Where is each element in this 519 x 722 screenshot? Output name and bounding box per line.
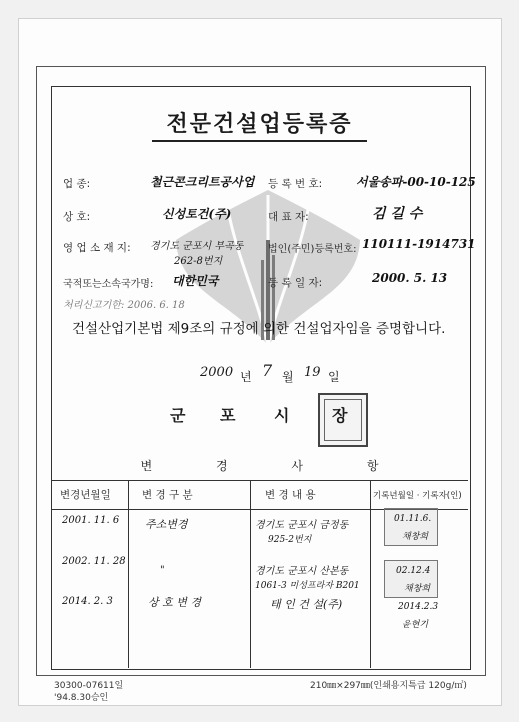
issue-year-unit: 년 [240, 370, 252, 384]
issuer-si: 시 [274, 406, 292, 425]
row1-content-2: 925-2번지 [268, 535, 312, 545]
row1-date: 2001. 11. 6 [62, 515, 120, 526]
row3-recorder-date: 2014.2.3 [398, 602, 439, 612]
issue-month: 7 [262, 361, 273, 380]
reg-no-value: 서울송파-00-10-125 [356, 175, 476, 189]
corp-no-label: 법인(주민)등록번호: [268, 244, 357, 255]
issuer-gun: 군 [170, 406, 188, 425]
changes-title: 변 경 사 항 [140, 459, 409, 473]
nationality-label: 국적또는소속국가명: [63, 279, 154, 290]
col-header-type: 변 경 구 분 [142, 489, 193, 501]
issue-month-unit: 월 [282, 370, 294, 384]
nationality-value: 대한민국 [172, 274, 219, 288]
row1-recorder-name: 채창희 [402, 532, 429, 542]
col-header-date: 변경년월일 [60, 489, 111, 501]
form-number: 30300-07611일 [54, 681, 124, 691]
reg-date-value: 2000. 5. 13 [372, 271, 448, 285]
certificate-title: 전문건설업등록증 [166, 112, 353, 137]
row2-type: " [160, 565, 165, 576]
row2-date: 2002. 11. 28 [62, 556, 126, 567]
address-value-line1: 경기도 군포시 부곡동 [150, 241, 244, 252]
col-divider-3 [370, 480, 371, 668]
row2-recorder-name: 채창희 [404, 584, 431, 594]
row3-date: 2014. 2. 3 [62, 596, 113, 607]
row2-content-1: 경기도 군포시 산본동 [255, 566, 349, 577]
industry-value: 철근콘크리트공사업 [150, 175, 255, 189]
corp-no-value: 110111-1914731 [362, 237, 476, 251]
issue-day: 19 [304, 365, 321, 380]
ceo-value: 김 길 수 [372, 206, 423, 222]
row3-content-1: 태 인 건 설(주) [270, 598, 343, 611]
company-value: 신성토건(주) [162, 207, 232, 221]
row1-type: 주소변경 [145, 518, 188, 531]
address-value-line2: 262-8번지 [174, 256, 223, 267]
reg-no-label: 등 록 번 호: [268, 178, 323, 190]
issue-year: 2000 [200, 365, 234, 380]
title-underline [152, 140, 367, 142]
row3-type: 상 호 변 경 [148, 596, 201, 609]
row3-recorder-name: 윤현기 [402, 620, 429, 630]
industry-label: 업 종: [63, 178, 91, 190]
address-label: 영 업 소 재 지: [63, 242, 131, 254]
ceo-label: 대 표 자: [268, 211, 309, 223]
col-divider-2 [250, 480, 251, 668]
row2-content-2: 1061-3 미성프라자 B201 [255, 581, 360, 591]
col-divider-1 [128, 480, 129, 668]
approval-date: '94.8.30승인 [54, 693, 109, 703]
paper-spec: 210㎜×297㎜(인쇄용지특급 120g/㎡) [310, 681, 467, 691]
issue-day-unit: 일 [328, 370, 340, 384]
row1-content-1: 경기도 군포시 금정동 [255, 520, 349, 531]
issuer-po: 포 [220, 406, 238, 425]
row2-recorder-date: 02.12.4 [396, 566, 431, 576]
company-label: 상 호: [63, 211, 91, 223]
reg-date-label: 등 록 일 자: [268, 277, 323, 289]
row1-recorder-date: 01.11.6. [394, 514, 432, 524]
certification-statement: 건설산업기본법 제9조의 규정에 의한 건설업자임을 증명합니다. [72, 321, 446, 337]
report-deadline-note: 처리신고기한: 2006. 6. 18 [63, 300, 185, 311]
col-header-content: 변 경 내 용 [265, 489, 316, 501]
col-header-recorder: 기록년월일 · 기록자(인) [373, 491, 462, 501]
issuer-jang: 장 [332, 406, 350, 425]
